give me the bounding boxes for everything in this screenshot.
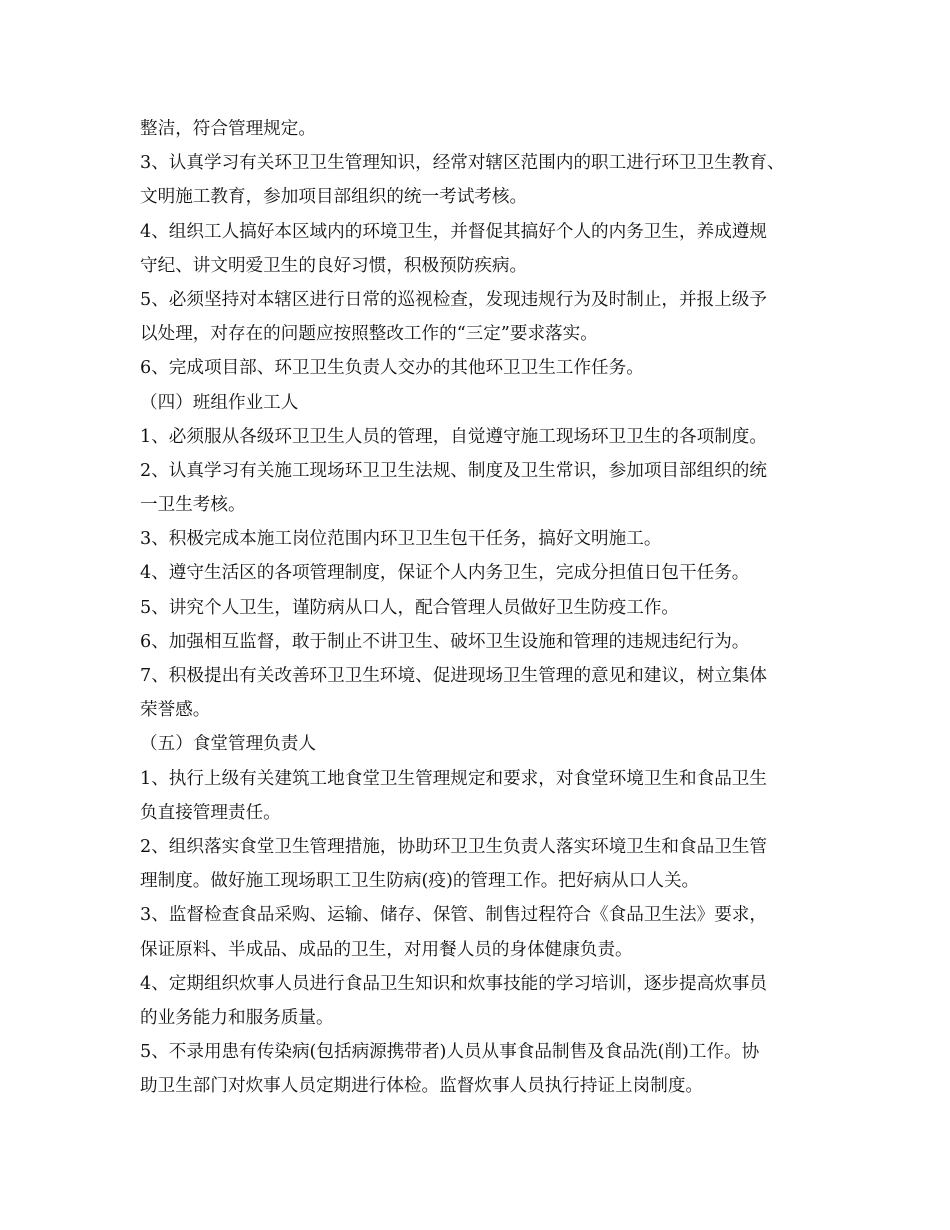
- text-line: 整洁，符合管理规定。: [140, 119, 316, 139]
- text-line: 负直接管理责任。: [140, 802, 281, 823]
- text-line: 以处理，对存在的问题应按照整改工作的“三定”要求落实。: [140, 324, 598, 345]
- text-line: 2、认真学习有关施工现场环卫卫生法规、制度及卫生常识，参加项目部组织的统: [140, 460, 767, 481]
- section-heading: （四）班组作业工人: [140, 392, 299, 413]
- text-line: 6、完成项目部、环卫卫生负责人交办的其他环卫卫生工作任务。: [140, 358, 644, 379]
- text-line: 2、组织落实食堂卫生管理措施，协助环卫卫生负责人落实环境卫生和食品卫生管: [140, 836, 767, 857]
- text-line: 1、执行上级有关建筑工地食堂卫生管理规定和要求，对食堂环境卫生和食品卫生: [140, 768, 767, 789]
- section-heading: （五）食堂管理负责人: [140, 734, 316, 755]
- document-body: [140, 112, 830, 1103]
- text-line: 助卫生部门对炊事人员定期进行体检。监督炊事人员执行持证上岗制度。: [140, 1076, 704, 1097]
- text-line: 4、遵守生活区的各项管理制度，保证个人内务卫生，完成分担值日包干任务。: [140, 563, 750, 584]
- text-line: 7、积极提出有关改善环卫卫生环境、促进现场卫生管理的意见和建议，树立集体: [140, 666, 767, 686]
- text-line: 荣誉感。: [140, 700, 211, 721]
- text-line: 守纪、讲文明爱卫生的良好习惯，积极预防疾病。: [140, 255, 528, 276]
- text-line: 3、积极完成本施工岗位范围内环卫卫生包干任务，搞好文明施工。: [140, 529, 662, 550]
- text-line: 4、定期组织炊事人员进行食品卫生知识和炊事技能的学习培训，逐步提高炊事员: [140, 973, 767, 994]
- text-line: 5、不录用患有传染病(包括病源携带者)人员从事食品制售及食品洗(削)工作。协: [140, 1042, 760, 1063]
- text-line: 5、必须坚持对本辖区进行日常的巡视检查，发现违规行为及时制止，并报上级予: [140, 289, 767, 310]
- text-line: 文明施工教育，参加项目部组织的统一考试考核。: [140, 187, 528, 208]
- text-line: 5、讲究个人卫生，谨防病从口人，配合管理人员做好卫生防疫工作。: [140, 597, 680, 618]
- text-line: 6、加强相互监督，敢于制止不讲卫生、破坏卫生设施和管理的违规违纪行为。: [140, 631, 750, 652]
- text-line: 1、必须服从各级环卫卫生人员的管理，自觉遵守施工现场环卫卫生的各项制度。: [140, 426, 767, 447]
- text-line: 保证原料、半成品、成品的卫生，对用餐人员的身体健康负责。: [140, 939, 633, 960]
- text-line: 4、组织工人搞好本区域内的环境卫生，并督促其搞好个人的内务卫生，养成遵规: [140, 221, 767, 242]
- text-line: 理制度。做好施工现场职工卫生防病(疫)的管理工作。把好病从口人关。: [140, 871, 700, 892]
- text-line: 一卫生考核。: [140, 495, 246, 516]
- text-line: 3、监督检查食品采购、运输、储存、保管、制售过程符合《食品卫生法》要求，: [140, 905, 767, 926]
- text-line: 3、认真学习有关环卫卫生管理知识，经常对辖区范围内的职工进行环卫卫生教育、: [140, 153, 785, 174]
- text-line: 的业务能力和服务质量。: [140, 1007, 334, 1028]
